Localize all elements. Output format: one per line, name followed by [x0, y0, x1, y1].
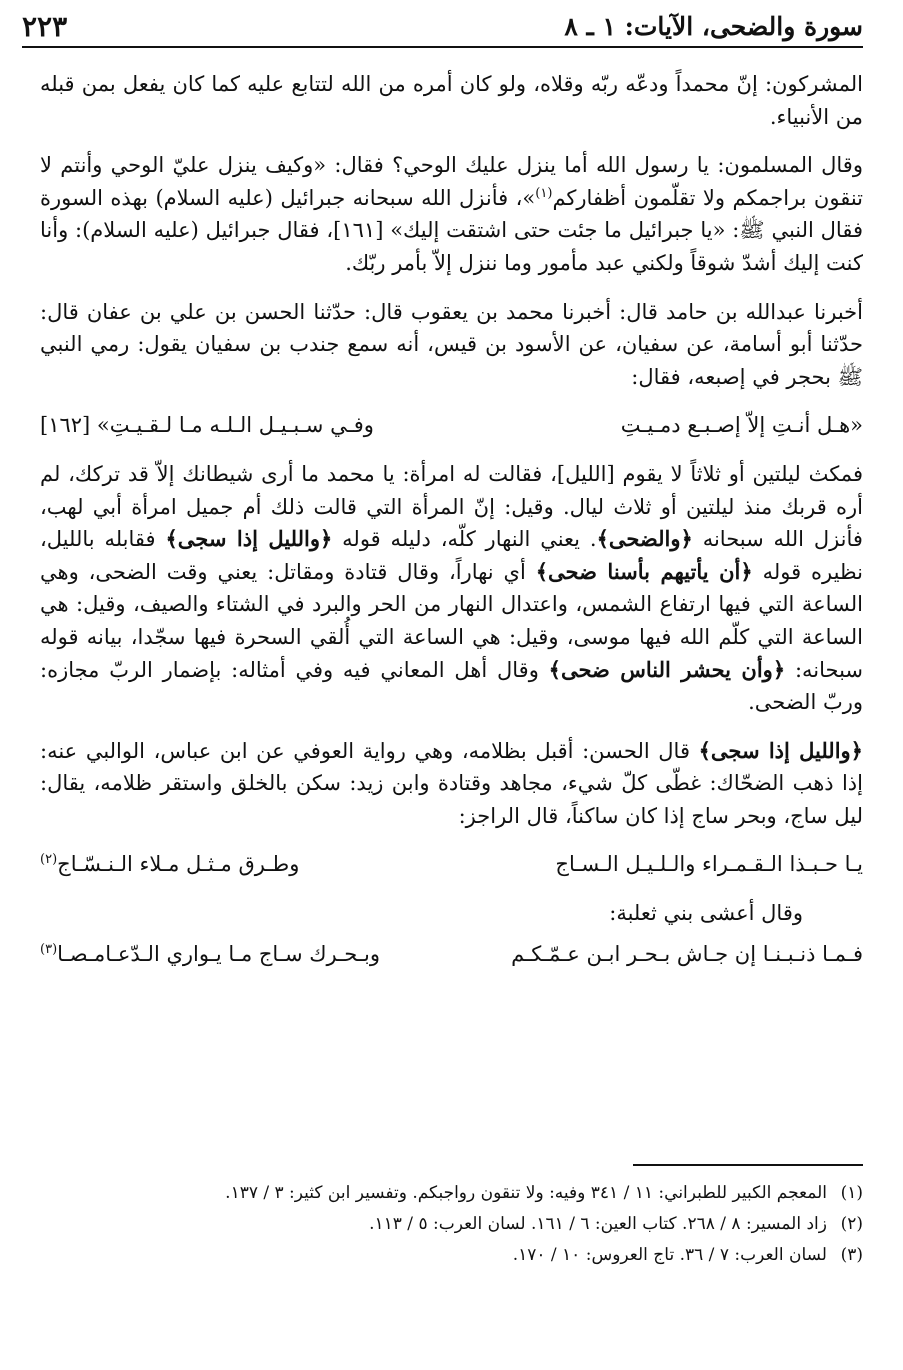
paragraph-text: فقابله بالليل، نظيره قوله — [40, 527, 863, 584]
quran-quote: ﴿وأن يحشر الناس ضحى﴾ — [548, 656, 786, 682]
verse-text: وبـحـرك سـاج مـا يـواري الـدّعـامـصـا — [57, 941, 380, 966]
paragraph — [40, 897, 863, 930]
verse-hemistich — [40, 938, 380, 971]
paragraph-text: وقال أهل المعاني فيه وفي أمثاله: بإضمار الربّ مجازه: وربّ الضحى. — [40, 657, 863, 715]
verse-line — [40, 938, 863, 971]
footnote-marker: (٢) — [40, 852, 58, 868]
verse-text: وطـرق مـثـل مـلاء الـنـسّـاج — [57, 852, 300, 877]
paragraph — [40, 68, 863, 133]
footnote-text: زاد المسير: ٨ / ٢٦٨. كتاب العين: ٦ / ١٦١. لسان العرب: ٥ / ١١٣. — [369, 1214, 827, 1234]
paragraph — [40, 735, 863, 833]
footnote — [40, 1209, 863, 1240]
footnote-number: (٣) — [840, 1245, 863, 1265]
paragraph-text: أي نهاراً، وقال قتادة ومقاتل: يعني وقت الضحى، وهي الساعة التي فيها ارتفاع الشمس، واعتدال النهار من الحر والبرد في الشتاء والصيف، وقيل: هي الساعة التي كلّم الله فيها موسى، وقيل: هي الساعة التي أُلقي السحرة فيها سجّدا، بيانه قوله سبحانه: — [40, 559, 864, 682]
footnote-marker: (١) — [535, 185, 553, 201]
paragraph-text: . يعني النهار كلّه، دليله قوله — [342, 527, 597, 552]
footnote — [40, 1240, 863, 1271]
paragraph — [40, 296, 863, 394]
paragraph-text: »، فأنزل الله سبحانه جبرائيل (عليه السلام) بهذه السورة فقال النبي ﷺ: «يا جبرائيل ما جئت حتى اشتقت إليك» [١٦١]، فقال جبرائيل (عليه السلام): وأنا كنت إليك أشدّ شوقاً ولكني عبد مأمور وما ننزل إلاّ بأمر ربّك. — [40, 185, 863, 275]
footnotes — [40, 1178, 863, 1271]
quran-quote: ﴿والليل إذا سجى﴾ — [165, 526, 333, 552]
running-title: سورة والضحى، الآيات: ١ ـ ٨ — [564, 11, 863, 41]
footnote-number: (١) — [840, 1183, 863, 1203]
footnote-marker: (٣) — [40, 941, 58, 957]
paragraph-text: وقال أعشى بني ثعلبة: — [609, 901, 803, 926]
verse-line — [40, 848, 863, 881]
page-body — [40, 68, 863, 986]
paragraph-text: فمكث ليلتين أو ثلاثاً لا يقوم [الليل]، فقالت له امرأة: يا محمد ما أرى شيطانك إلاّ قد تركك، لم أره قربك منذ ليلتين أو ثلاث ليال. وقيل: إنّ المرأة التي قالت ذلك أم جميل امرأة أبي لهب، فأنزل الله سبحانه — [40, 461, 863, 552]
quran-quote: ﴿والليل إذا سجى﴾ — [698, 737, 863, 763]
paragraph — [40, 149, 863, 279]
paragraph-text: المشركون: إنّ محمداً ودعّه ربّه وقلاه، ولو كان أمره من الله لتتابع عليه كما كان يفعل بمن قبله من الأنبياء. — [40, 72, 863, 129]
page-header — [22, 6, 863, 48]
footnote-number: (٢) — [840, 1214, 863, 1234]
paragraph — [40, 458, 863, 719]
footnote-separator — [633, 1164, 863, 1166]
quran-quote: ﴿والضحى﴾ — [596, 526, 693, 552]
paragraph-text: قال الحسن: أقبل بظلامه، وهي رواية العوفي عن ابن عباس، الوالبي عنه: إذا ذهب الضحّاك: غطّى كلّ شيء، مجاهد وقتادة وابن زيد: سكن بالخلق واستقر ظلامه، يقال: ليل ساج، وبحر ساج إذا كان ساكناً، قال الراجز: — [40, 738, 863, 828]
page-number: ٢٢٣ — [22, 9, 68, 43]
paragraph-text: أخبرنا عبدالله بن حامد قال: أخبرنا محمد بن يعقوب قال: حدّثنا الحسن بن علي بن عفان قال: حدّثنا أبو أسامة، عن سفيان، عن الأسود بن قيس، أنه سمع جندب بن سفيان يقول: رمي النبي ﷺ بحجر في إصبعه، فقال: — [40, 299, 863, 389]
verse-hemistich: يـا حـبـذا الـقـمـراء والـلـيـل الـسـاج — [555, 852, 863, 877]
verse-hemistich — [40, 848, 299, 881]
footnote — [40, 1178, 863, 1209]
footnote-text: المعجم الكبير للطبراني: ١١ / ٣٤١ وفيه: ولا تنقون رواجبكم. وتفسير ابن كثير: ٣ / ١٣٧. — [225, 1183, 827, 1203]
verse-hemistich: وفـي سـبـيـل الـلـه مـا لـقـيـتِ» [١٦٢] — [40, 413, 374, 438]
quran-quote: ﴿أن يأتيهم بأسنا ضحى﴾ — [535, 558, 753, 584]
footnote-text: لسان العرب: ٧ / ٣٦. تاج العروس: ١٠ / ١٧٠. — [512, 1245, 827, 1265]
verse-line — [40, 409, 863, 442]
verse-hemistich: فـمـا ذنـبـنـا إن جـاش بـحـر ابـن عـمّـكـم — [511, 941, 863, 966]
verse-hemistich: «هـل أنـتِ إلاّ إصـبـع دمـيـتِ — [620, 413, 863, 438]
paragraph-text: وقال المسلمون: يا رسول الله أما ينزل عليك الوحي؟ فقال: «وكيف ينزل عليّ الوحي وأنتم لا تنقون براجمكم ولا تقلّمون أظفاركم — [40, 153, 864, 210]
